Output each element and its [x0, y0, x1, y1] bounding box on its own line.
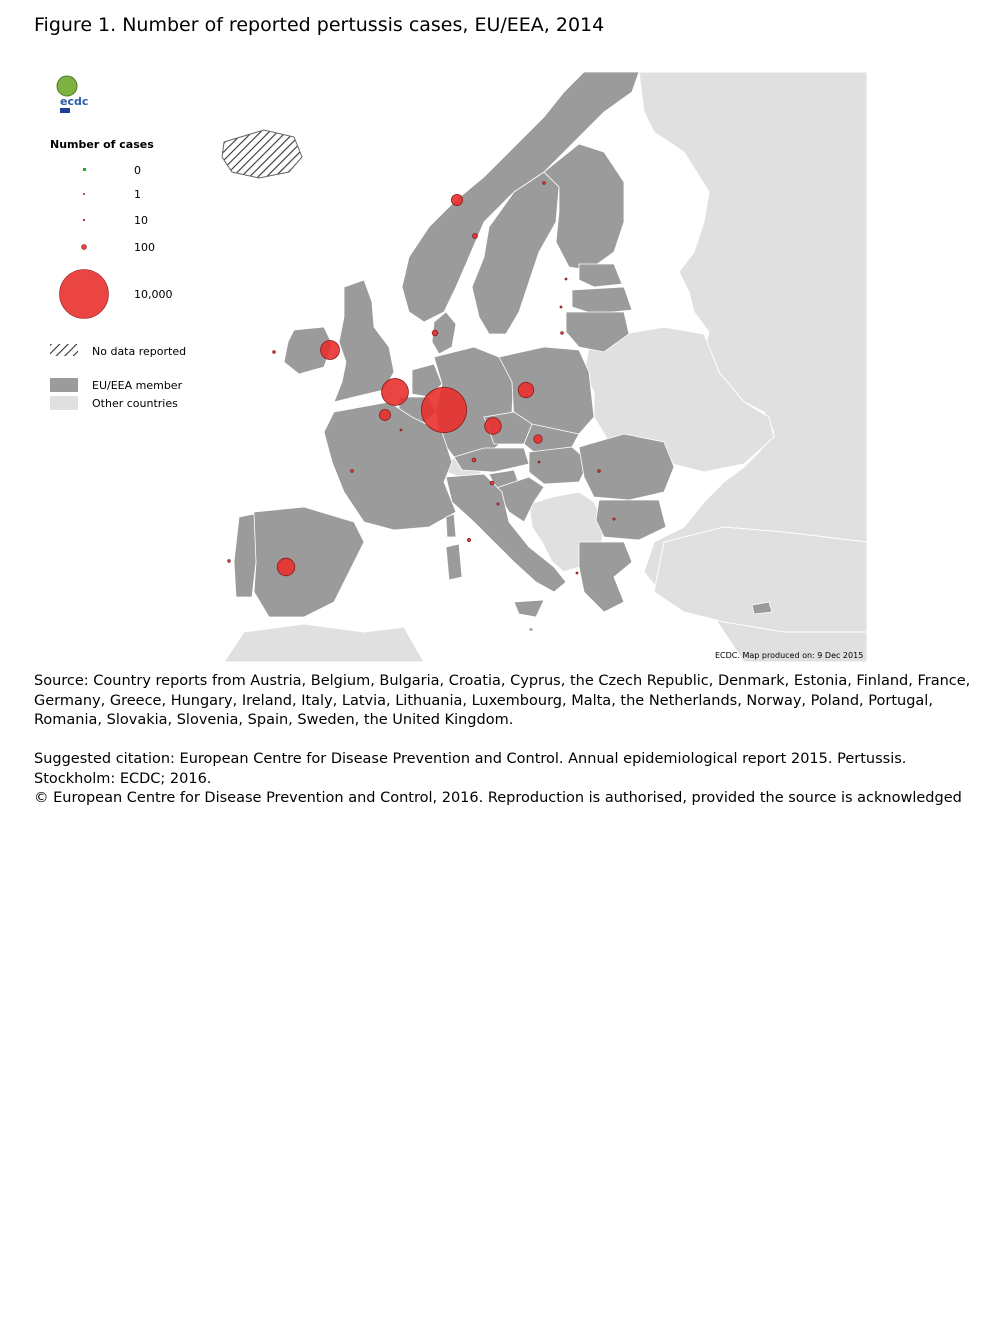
bubble-netherlands: [382, 379, 409, 406]
bubble-bulgaria: [613, 518, 615, 520]
bubble-croatia: [497, 503, 499, 505]
legend-label-eu-member: EU/EEA member: [92, 379, 183, 392]
legend-size-label-3: 100: [134, 241, 155, 254]
legend-size-label-4: 10,000: [134, 288, 173, 301]
legend-title: Number of cases: [50, 138, 154, 151]
bubble-italy: [467, 538, 470, 541]
europe-map: [34, 72, 868, 664]
bubble-greece: [576, 572, 578, 574]
sardinia: [446, 544, 462, 580]
legend-symbol-3: [82, 245, 87, 250]
bubble-norway: [451, 194, 462, 205]
bubble-austria: [472, 458, 476, 462]
malta: [529, 628, 533, 631]
bubble-lithuania: [561, 332, 564, 335]
legend-symbol-1: [83, 193, 84, 194]
bubble-poland: [518, 382, 534, 398]
legend-label-no-data: No data reported: [92, 345, 187, 358]
legend-size-list: [60, 164, 173, 319]
bubble-germany: [421, 387, 466, 432]
legend-label-other: Other countries: [92, 397, 178, 410]
globe-icon: [57, 76, 77, 96]
bubble-sweden: [473, 234, 478, 239]
bubble-spain: [277, 558, 295, 576]
legend-symbol-0: [83, 168, 86, 171]
bubble-estonia: [565, 278, 567, 280]
map-credit: ECDC. Map produced on: 9 Dec 2015: [715, 651, 864, 660]
corsica: [446, 514, 456, 537]
bubble-united-kingdom: [321, 341, 340, 360]
bubble-ireland: [273, 351, 276, 354]
map-canvas: [34, 72, 868, 664]
bubble-belgium: [380, 410, 391, 421]
bubble-slovenia: [490, 481, 494, 485]
source-text: Source: Country reports from Austria, Belgium, Bulgaria, Croatia, Cyprus, the Czech Republic, Denmark, Estonia, Finland, France, Germany, Greece, Hungary, Ireland, Italy, Latvia, Lithuania, Luxembourg, Malta, the Netherlands, Norway, Poland, Portugal, Romania, Slovakia, Slovenia, Spain, Sweden, the United Kingdom.: [34, 673, 971, 728]
bubble-denmark: [432, 330, 438, 336]
map-frame: [184, 72, 867, 662]
legend-size-label-2: 10: [134, 214, 148, 227]
legend: [50, 138, 186, 410]
bubble-latvia: [560, 306, 562, 308]
bubble-slovakia: [534, 435, 542, 443]
ecdc-logo: [57, 76, 88, 113]
legend-symbol-2: [83, 219, 85, 221]
bubble-luxembourg: [400, 429, 402, 431]
bubble-portugal: [228, 560, 231, 563]
bubble-finland: [543, 182, 546, 185]
legend-size-label-1: 1: [134, 188, 141, 201]
bubble-romania: [598, 470, 601, 473]
legend-swatch-eu-member: [50, 378, 78, 392]
legend-size-label-0: 0: [134, 164, 141, 177]
latvia: [572, 287, 632, 314]
eu-flag-icon: [60, 108, 70, 113]
legend-swatch-no-data: [50, 344, 78, 356]
logo-text: ecdc: [60, 95, 89, 108]
figure-title: Figure 1. Number of reported pertussis cases, EU/EEA, 2014: [34, 14, 605, 36]
bubble-czech-republic: [485, 418, 502, 435]
citation-text: Suggested citation: European Centre for Disease Prevention and Control. Annual epidemiological report 2015. Pertussis. Stockholm: ECDC; 2016.: [34, 751, 907, 787]
bubble-hungary: [538, 461, 540, 463]
romania: [579, 434, 674, 500]
caption: [34, 672, 974, 809]
copyright-text: © European Centre for Disease Prevention and Control, 2016. Reproduction is authorised, provided the source is acknowledged: [34, 790, 962, 806]
legend-swatch-other: [50, 396, 78, 410]
bubble-france: [351, 470, 354, 473]
legend-symbol-4: [60, 270, 109, 319]
